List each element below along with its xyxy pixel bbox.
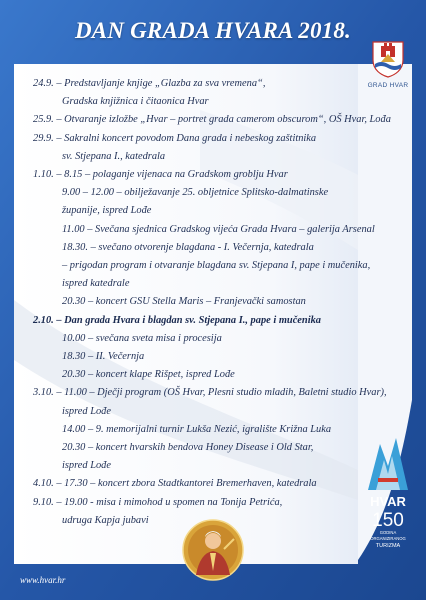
program-line: 20.30 – koncert GSU Stella Maris – Franjevački samostan bbox=[62, 296, 306, 308]
program-line: ispred katedrale bbox=[62, 278, 130, 290]
program-line: 11.00 – Svečana sjednica Gradskog vijeća Grada Hvara – galerija Arsenal bbox=[62, 223, 375, 235]
program-line: 29.9. – Sakralni koncert povodom Dana grada i nebeskog zaštitnika bbox=[33, 132, 317, 144]
program-line: 1.10. – 8.15 – polaganje vijenaca na Gradskom groblju Hvar bbox=[33, 169, 288, 180]
program-line: sv. Stjepana I., katedrala bbox=[62, 150, 166, 162]
logo-line1: GODINA bbox=[379, 530, 397, 535]
program-line: ispred Lođe bbox=[62, 405, 111, 417]
program-line: 24.9. – Predstavljanje knjige „Glazba za sva vremena“, bbox=[33, 78, 266, 89]
program-line: ispred Lođe bbox=[62, 460, 111, 472]
program-line: 25.9. – Otvaranje izložbe „Hvar – portret grada camerom obscurom“, OŠ Hvar, Lođa bbox=[33, 114, 391, 126]
program-line: – prigodan program i otvaranje blagdana sv. Stjepana I, pape i mučenika, bbox=[62, 260, 371, 271]
footer-url[interactable]: www.hvar.hr bbox=[20, 575, 66, 585]
crest-label: GRAD HVAR bbox=[367, 82, 409, 89]
program-line: 14.00 – 9. memorijalni turnir Lukša Nezić, igralište Križna Luka bbox=[62, 423, 332, 435]
program-line: 9.10. – 19.00 - misa i mimohod u spomen na Tonija Petrića, bbox=[33, 496, 283, 508]
program-line: Gradska knjižnica i čitaonica Hvar bbox=[62, 96, 209, 108]
program-line: 18.30. – svečano otvorenje blagdana - I. Večernja, katedrala bbox=[62, 241, 314, 253]
page-title: DAN GRADA HVARA 2018. bbox=[74, 18, 351, 43]
program-line: udruga Kapja jubavi bbox=[62, 514, 149, 526]
program-line: 20.30 – koncert klape Rišpet, ispred Lođe bbox=[62, 369, 235, 381]
hvar-crest-icon bbox=[371, 40, 405, 78]
saint-stephen-medallion-icon bbox=[182, 519, 244, 581]
program-line: 9.00 – 12.00 – obilježavanje 25. obljetnice Splitsko-dalmatinske bbox=[62, 187, 329, 199]
logo-line2: ORGANIZIRANOG bbox=[370, 536, 406, 541]
program-line: 4.10. – 17.30 – koncert zbora Stadtkantorei Bremerhaven, katedrala bbox=[33, 478, 317, 490]
program-line: 20.30 – koncert hvarskih bendova Honey Disease i Old Star, bbox=[62, 442, 314, 453]
program-line: 3.10. – 11.00 – Dječji program (OŠ Hvar, Plesni studio mladih, Baletni studio Hvar), bbox=[33, 387, 387, 399]
logo-name: HVAR bbox=[370, 494, 406, 509]
hvar-150-logo-icon bbox=[362, 430, 414, 550]
logo-line3: TURIZMA bbox=[375, 543, 401, 549]
program-line: županije, ispred Lođe bbox=[62, 205, 152, 217]
program-line: 10.00 – svečana sveta misa i procesija bbox=[62, 332, 222, 344]
logo-number: 150 bbox=[372, 510, 404, 531]
program-line: 2.10. – Dan grada Hvara i blagdan sv. Stjepana I., pape i mučenika bbox=[33, 314, 321, 326]
program-line: 18.30 – II. Večernja bbox=[62, 351, 145, 362]
